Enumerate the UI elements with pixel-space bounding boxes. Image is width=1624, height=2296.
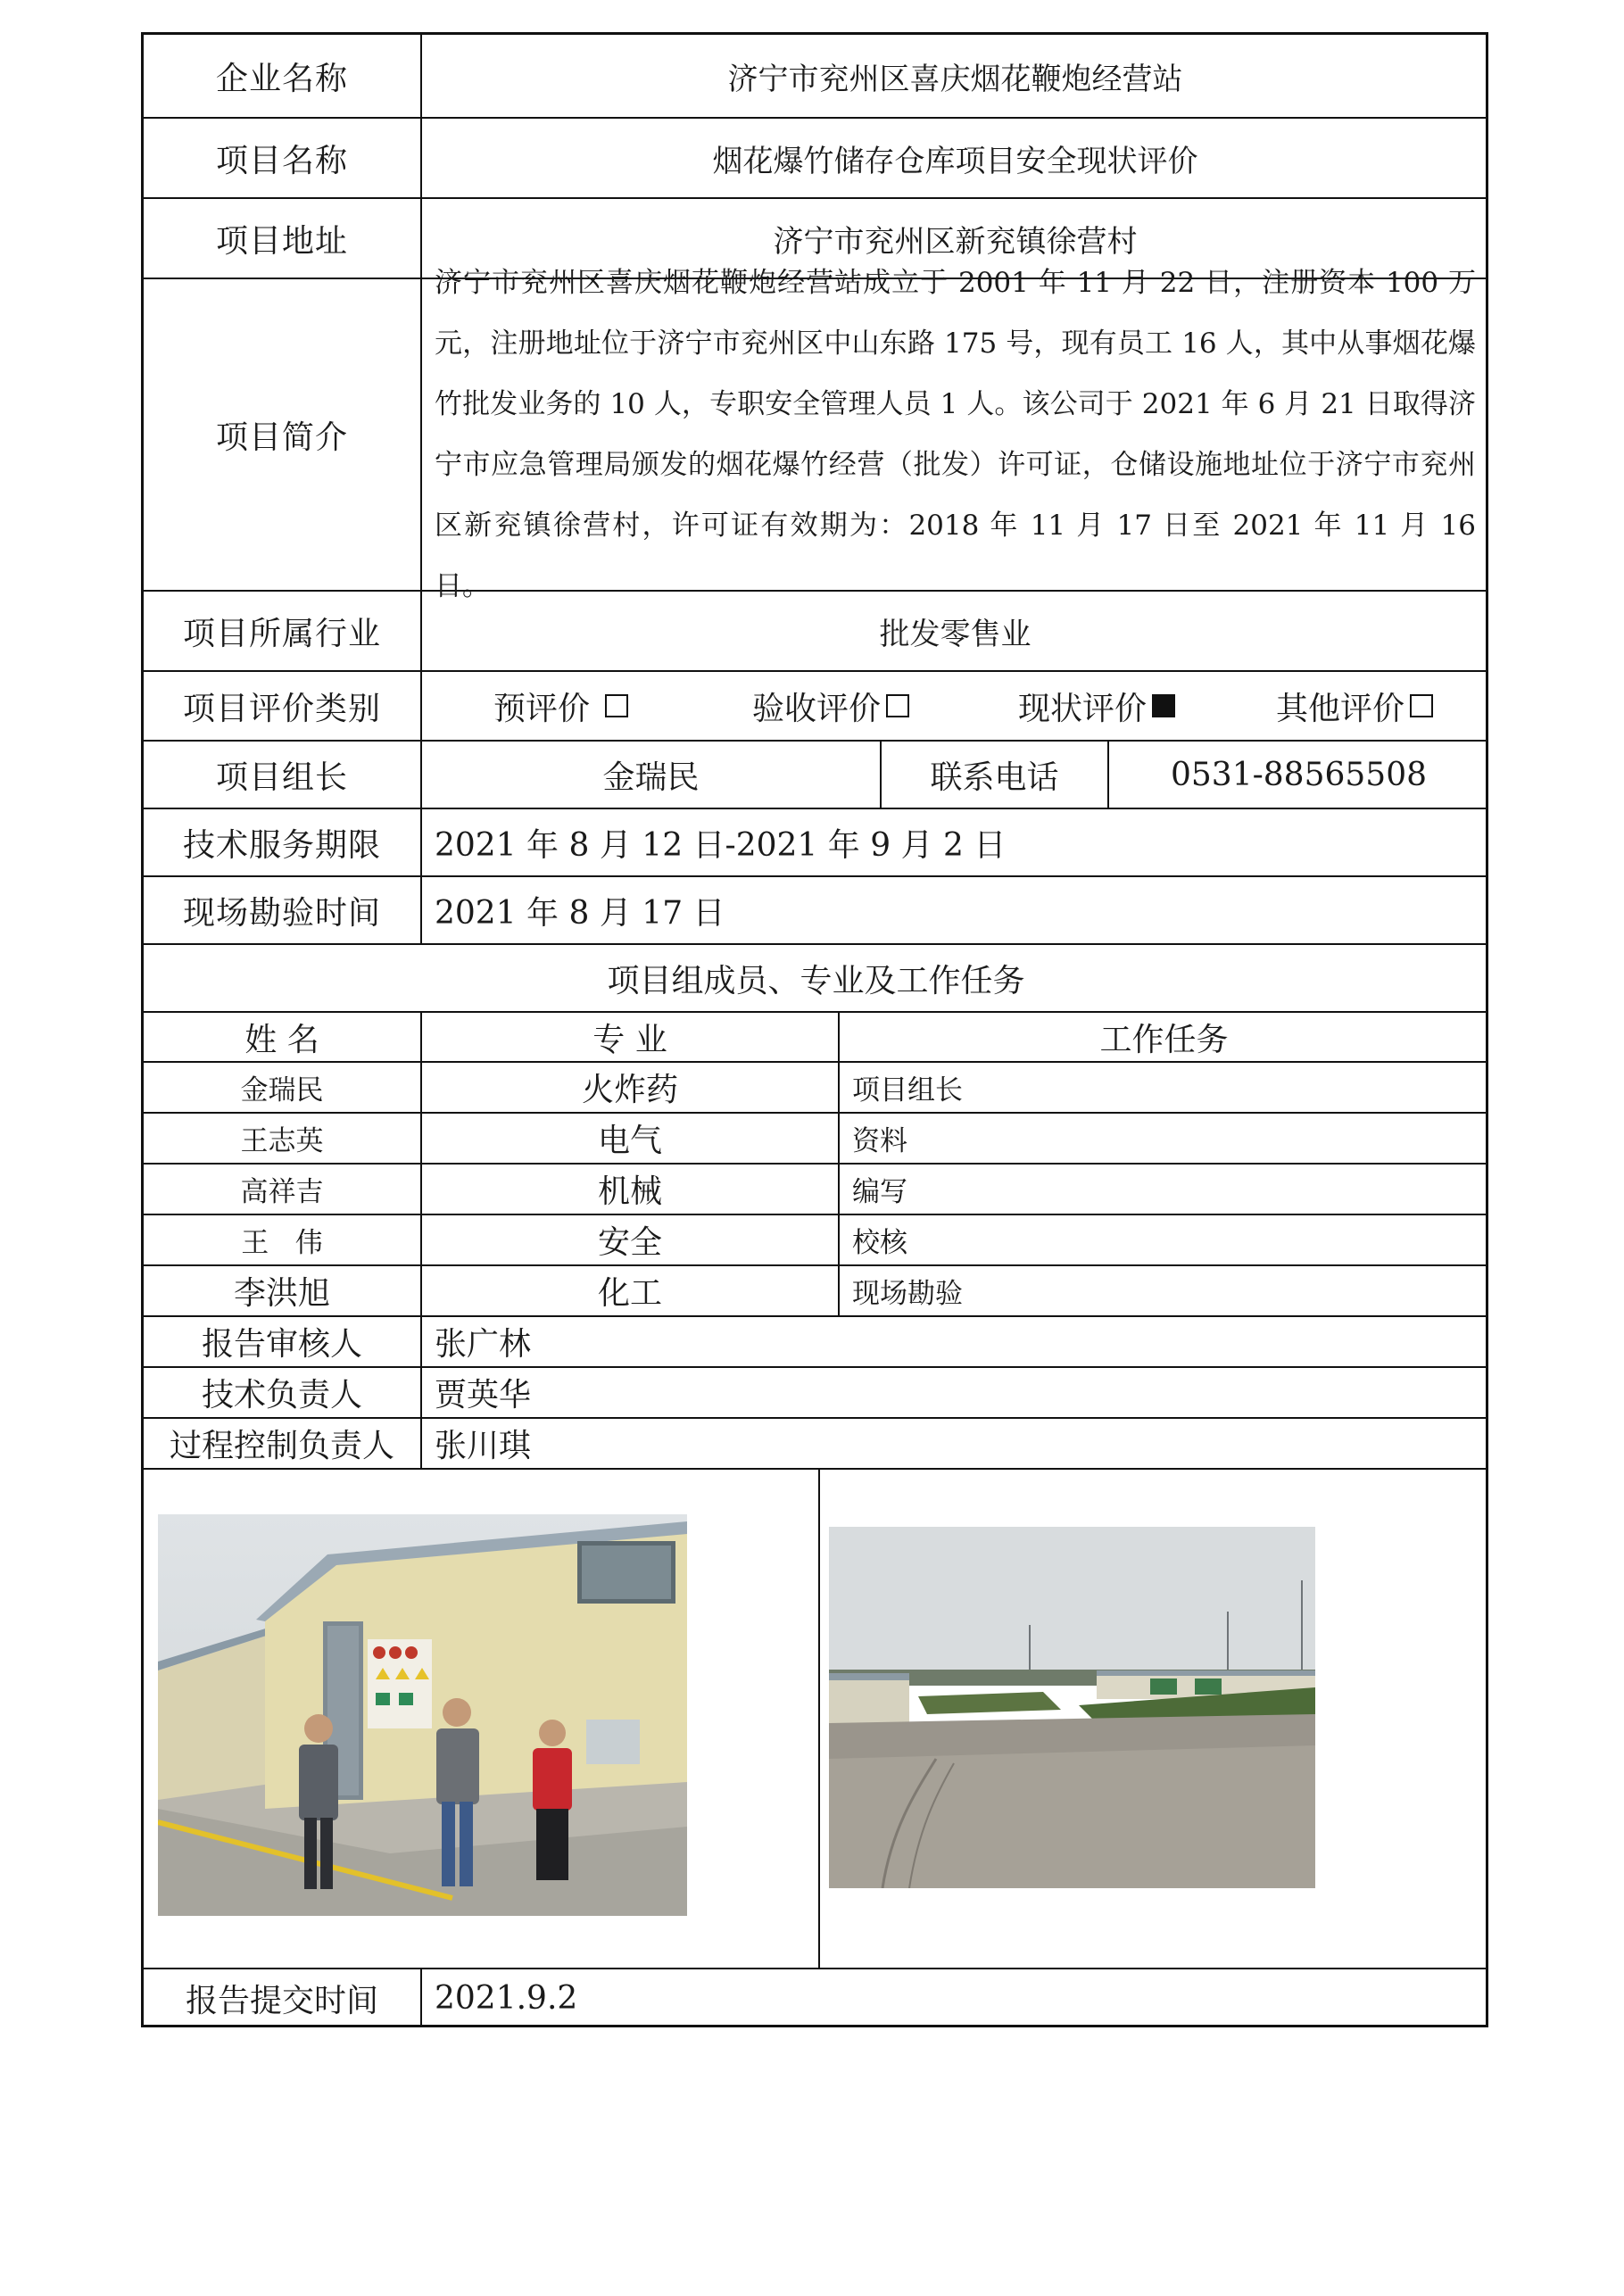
service-period-label: 技术服务期限 — [144, 809, 422, 877]
phone-value: 0531-88565508 — [1109, 742, 1488, 809]
checkbox-icon[interactable] — [1152, 694, 1175, 717]
industry-value: 批发零售业 — [422, 592, 1488, 672]
intro-text: 济宁市兖州区喜庆烟花鞭炮经营站成立于 2001 年 11 月 22 日，注册资本 100 万元，注册地址位于济宁市兖州区中山东路 175 号，现有员工 16 人，其中从事烟花爆竹批发业务的 10 人，专职安全管理人员 1 人。该公司于 2021 年 6 月 21 日取得济宁市应急管理局颁发的烟花爆竹经营（批发）许可证，仓储设施地址位于济宁市兖州区新兖镇徐营村，许可证有效期为：2018 年 11 月 17 日至 2021 年 11 月 16 日。 — [435, 267, 1476, 602]
checkbox-icon[interactable] — [605, 694, 628, 717]
member-name: 李洪旭 — [144, 1266, 422, 1317]
members-header-task: 工作任务 — [840, 1013, 1488, 1063]
intro-label: 项目简介 — [144, 279, 422, 592]
category-option-pre[interactable] — [493, 672, 628, 740]
member-major: 安全 — [422, 1215, 840, 1266]
phone-label: 联系电话 — [882, 742, 1109, 809]
process-lead-value: 张川琪 — [422, 1419, 1488, 1470]
category-option-acceptance[interactable] — [752, 672, 909, 740]
members-header-name: 姓 名 — [144, 1013, 422, 1063]
leader-value: 金瑞民 — [422, 742, 882, 809]
member-major: 火炸药 — [422, 1063, 840, 1114]
member-task: 校核 — [840, 1215, 1488, 1266]
member-major: 电气 — [422, 1114, 840, 1165]
reviewer-value: 张广林 — [422, 1317, 1488, 1368]
category-option-text: 验收评价 — [752, 690, 882, 727]
category-option-text: 其他评价 — [1276, 690, 1405, 727]
project-value: 烟花爆竹储存仓库项目安全现状评价 — [422, 119, 1488, 199]
survey-time-value: 2021 年 8 月 17 日 — [422, 877, 1488, 945]
member-major: 化工 — [422, 1266, 840, 1317]
member-major: 机械 — [422, 1165, 840, 1215]
members-title: 项目组成员、专业及工作任务 — [144, 945, 1488, 1013]
member-name: 王志英 — [144, 1114, 422, 1165]
member-task: 现场勘验 — [840, 1266, 1488, 1317]
submit-label: 报告提交时间 — [144, 1969, 422, 2027]
category-label: 项目评价类别 — [144, 672, 422, 742]
member-name: 王 伟 — [144, 1215, 422, 1266]
category-option-text: 现状评价 — [1018, 690, 1148, 727]
category-option-current[interactable] — [1018, 672, 1175, 740]
site-photo-warehouse — [158, 1514, 687, 1916]
project-label: 项目名称 — [144, 119, 422, 199]
reviewer-label: 报告审核人 — [144, 1317, 422, 1368]
category-option-text: 预评价 — [493, 690, 591, 727]
tech-lead-value: 贾英华 — [422, 1368, 1488, 1419]
evaluation-info-table — [141, 32, 1488, 2027]
intro-cell — [422, 267, 1488, 602]
category-options — [422, 672, 1488, 742]
member-name: 金瑞民 — [144, 1063, 422, 1114]
submit-value: 2021.9.2 — [435, 1980, 578, 2017]
checkbox-icon[interactable] — [1410, 694, 1433, 717]
survey-time-label: 现场勘验时间 — [144, 877, 422, 945]
company-value: 济宁市兖州区喜庆烟花鞭炮经营站 — [422, 35, 1488, 119]
member-task: 项目组长 — [840, 1063, 1488, 1114]
process-lead-label: 过程控制负责人 — [144, 1419, 422, 1470]
tech-lead-label: 技术负责人 — [144, 1368, 422, 1419]
industry-label: 项目所属行业 — [144, 592, 422, 672]
address-label: 项目地址 — [144, 199, 422, 279]
member-name: 高祥吉 — [144, 1165, 422, 1215]
category-option-other[interactable] — [1276, 672, 1433, 740]
service-period-value: 2021 年 8 月 12 日-2021 年 9 月 2 日 — [422, 809, 1488, 877]
site-photo-yard — [829, 1527, 1315, 1888]
checkbox-icon[interactable] — [886, 694, 909, 717]
member-task: 资料 — [840, 1114, 1488, 1165]
company-label: 企业名称 — [144, 35, 422, 119]
members-header-major: 专 业 — [422, 1013, 840, 1063]
member-task: 编写 — [840, 1165, 1488, 1215]
address-value: 济宁市兖州区新兖镇徐营村 — [422, 199, 1488, 279]
leader-label: 项目组长 — [144, 742, 422, 809]
